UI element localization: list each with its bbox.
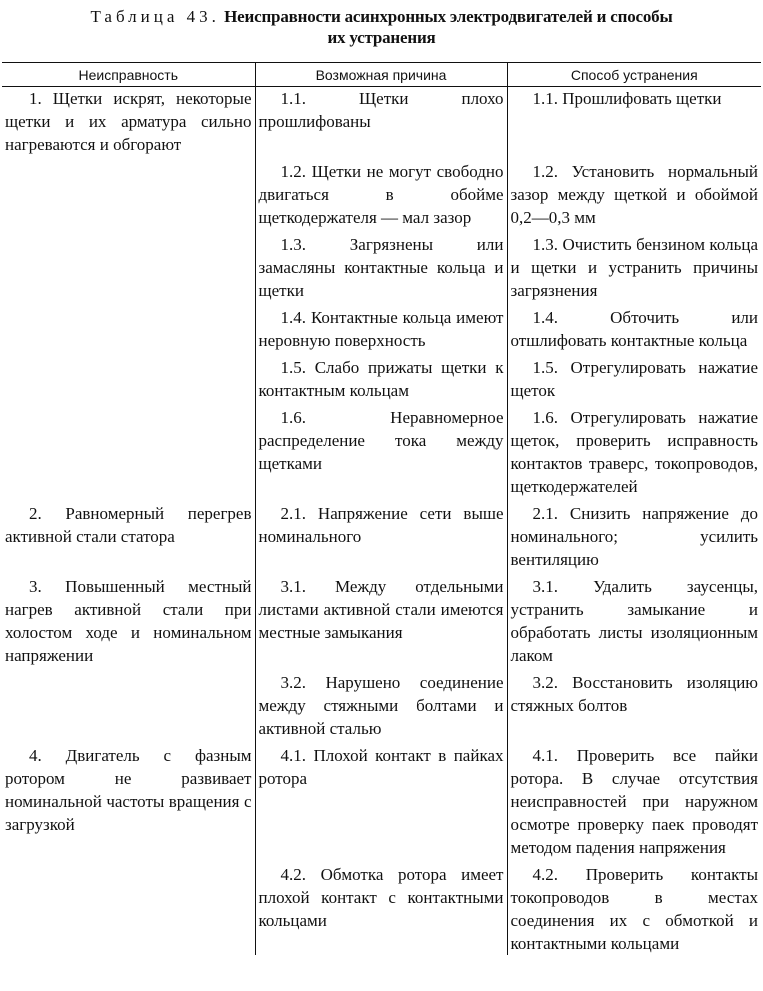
table-row bbox=[2, 671, 761, 744]
cause-cell: 1.2. Щетки не могут свободно двигаться в обойме щеткодержателя — мал зазор bbox=[255, 160, 507, 233]
remedy-cell: 2.1. Снизить напряжение до номинального; усилить вентиляцию bbox=[510, 504, 758, 569]
cause-cell: 2.1. Напряжение сети выше номинального bbox=[255, 502, 507, 575]
fault-cell bbox=[2, 160, 255, 233]
remedy-cell: 1.6. Отрегулировать нажатие щеток, проверить исправность контактов траверс, токопроводов, щеткодержателей bbox=[510, 408, 758, 496]
table-row bbox=[2, 406, 761, 502]
cause-cell: 1.4. Контактные кольца имеют неровную поверхность bbox=[255, 306, 507, 356]
caption-line-1 bbox=[0, 6, 763, 27]
cause-cell: 4.2. Обмотка ротора имеет плохой контакт с контактными кольцами bbox=[255, 863, 507, 955]
table-row bbox=[2, 160, 761, 233]
remedy-cell: 1.1. Прошлифовать щетки bbox=[532, 89, 722, 108]
cause-cell: 1.6. Неравномерное распределение тока между щетками bbox=[255, 406, 507, 502]
remedy-cell: 3.2. Восстановить изоляцию стяжных болтов bbox=[510, 673, 758, 715]
header-remedy: Способ устранения bbox=[507, 63, 761, 87]
table-row bbox=[2, 502, 761, 575]
cause-cell: 3.2. Нарушено соединение между стяжными болтами и активной сталью bbox=[255, 671, 507, 744]
cause-cell: 3.1. Между отдельными листами активной стали имеются местные замыкания bbox=[255, 575, 507, 671]
remedy-cell: 1.5. Отрегулировать нажатие щеток bbox=[510, 358, 758, 400]
cause-cell: 1.3. Загрязнены или замасляны контактные кольца и щетки bbox=[255, 233, 507, 306]
table-row bbox=[2, 744, 761, 863]
fault-cell bbox=[2, 306, 255, 356]
table-title-continued: их устранения bbox=[327, 28, 436, 47]
fault-cell: 3. Повышенный местный нагрев активной стали при холостом ходе и номинальном напряжении bbox=[5, 577, 252, 665]
remedy-cell: 1.2. Установить нормальный зазор между щеткой и обоймой 0,2—0,3 мм bbox=[510, 162, 758, 227]
remedy-cell: 3.1. Удалить заусенцы, устранить замыкание и обработать листы изоляционным лаком bbox=[510, 577, 758, 665]
remedy-cell: 1.4. Обточить или отшлифовать контактные кольца bbox=[510, 308, 758, 350]
table-row bbox=[2, 863, 761, 955]
fault-cell bbox=[2, 406, 255, 502]
fault-cell: 2. Равномерный перегрев активной стали статора bbox=[5, 504, 252, 546]
fault-cell: 1. Щетки искрят, некоторые щетки и их арматура сильно нагреваются и обгорают bbox=[5, 89, 252, 154]
table-row bbox=[2, 356, 761, 406]
remedy-cell: 4.2. Проверить контакты токопроводов в местах соединения их с обмоткой и контактными кольцами bbox=[510, 865, 758, 953]
remedy-cell: 1.3. Очистить бензином кольца и щетки и устранить причины загрязнения bbox=[510, 235, 758, 300]
cause-cell: 1.1. Щетки плохо прошлифованы bbox=[255, 87, 507, 161]
table-row bbox=[2, 575, 761, 671]
table-caption bbox=[0, 6, 763, 48]
fault-cell bbox=[2, 356, 255, 406]
table-row bbox=[2, 87, 761, 161]
fault-cell bbox=[2, 671, 255, 744]
fault-cell: 4. Двигатель с фазным ротором не развивает номинальной частоты вращения с загрузкой bbox=[5, 746, 252, 834]
table-number: Таблица 43. bbox=[90, 7, 220, 26]
table-row bbox=[2, 233, 761, 306]
remedy-cell: 4.1. Проверить все пайки ротора. В случае отсутствия неисправностей при наружном осмотре проверку паек проводят методом падения напряжения bbox=[510, 746, 758, 857]
table-row bbox=[2, 306, 761, 356]
faults-table bbox=[2, 63, 761, 955]
cause-cell: 4.1. Плохой контакт в пайках ротора bbox=[255, 744, 507, 863]
fault-cell bbox=[2, 863, 255, 955]
table-title: Неисправности асинхронных электродвигателей и способы bbox=[224, 7, 673, 26]
header-fault: Неисправность bbox=[2, 63, 255, 87]
header-row bbox=[2, 63, 761, 87]
header-cause: Возможная причина bbox=[255, 63, 507, 87]
cause-cell: 1.5. Слабо прижаты щетки к контактным кольцам bbox=[255, 356, 507, 406]
fault-cell bbox=[2, 233, 255, 306]
